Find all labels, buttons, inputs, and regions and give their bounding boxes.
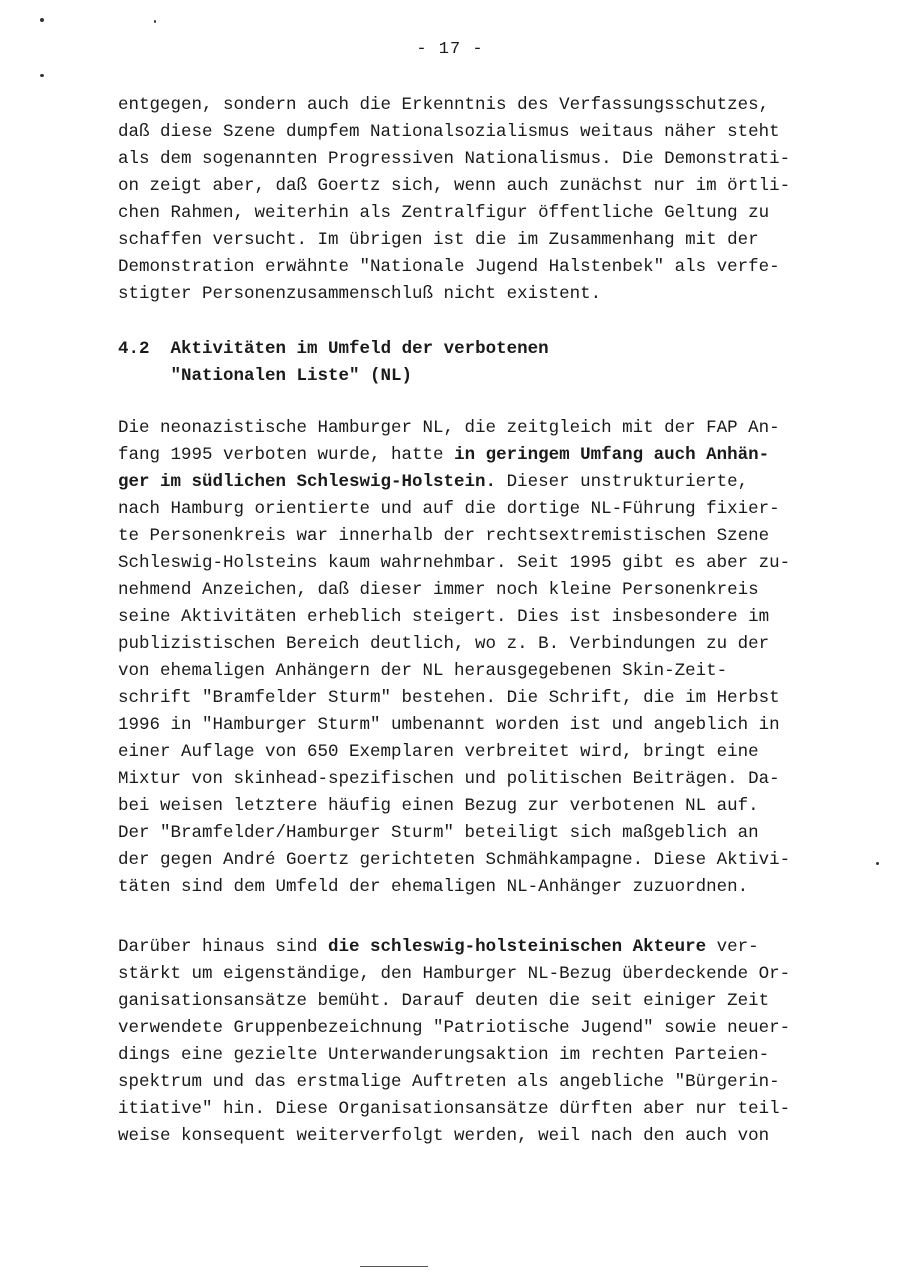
- text-line: te Personenkreis war innerhalb der rechtsextremistischen Szene: [118, 526, 770, 546]
- text-line: 1996 in "Hamburger Sturm" umbenannt worden ist und angeblich in: [118, 715, 780, 735]
- text-line: nehmend Anzeichen, daß dieser immer noch kleine Personenkreis: [118, 580, 759, 600]
- text-line: Der "Bramfelder/Hamburger Sturm" beteiligt sich maßgeblich an: [118, 823, 759, 843]
- text-line: seine Aktivitäten erheblich steigert. Dies ist insbesondere im: [118, 607, 770, 627]
- text-line: nach Hamburg orientierte und auf die dortige NL-Führung fixier-: [118, 499, 780, 519]
- text-line: weise konsequent weiterverfolgt werden, weil nach den auch von: [118, 1126, 770, 1146]
- paragraph-2: [118, 415, 838, 901]
- text-line: chen Rahmen, weiterhin als Zentralfigur öffentliche Geltung zu: [118, 203, 770, 223]
- text-line: verwendete Gruppenbezeichnung "Patriotische Jugend" sowie neuer-: [118, 1018, 791, 1038]
- page-number: - 17 -: [416, 40, 484, 59]
- text-line: daß diese Szene dumpfem Nationalsozialismus weitaus näher steht: [118, 122, 780, 142]
- text-line: itiative" hin. Diese Organisationsansätze dürften aber nur teil-: [118, 1099, 791, 1119]
- text-line: [118, 934, 838, 961]
- text-line: [118, 442, 838, 469]
- text-run: fang 1995 verboten wurde, hatte: [118, 445, 455, 465]
- text-line: Schleswig-Holsteins kaum wahrnehmbar. Seit 1995 gibt es aber zu-: [118, 553, 791, 573]
- text-line: stigter Personenzusammenschluß nicht existent.: [118, 284, 602, 304]
- text-line: Demonstration erwähnte "Nationale Jugend Halstenbek" als verfe-: [118, 257, 780, 277]
- text-run: Darüber hinaus sind: [118, 937, 329, 957]
- scan-speck: [40, 74, 44, 77]
- scan-speck: [876, 862, 879, 865]
- text-line: Die neonazistische Hamburger NL, die zeitgleich mit der FAP An-: [118, 418, 780, 438]
- text-line: dings eine gezielte Unterwanderungsaktion im rechten Parteien-: [118, 1045, 770, 1065]
- text-line: bei weisen letztere häufig einen Bezug zur verbotenen NL auf.: [118, 796, 759, 816]
- bold-run: ger im südlichen Schleswig-Holstein.: [118, 472, 497, 492]
- text-run: Dieser unstrukturierte,: [496, 472, 749, 492]
- text-line: schrift "Bramfelder Sturm" bestehen. Die Schrift, die im Herbst: [118, 688, 780, 708]
- scan-speck: [154, 20, 156, 23]
- heading-title-2: "Nationalen Liste" (NL): [170, 366, 413, 386]
- text-line: publizistischen Bereich deutlich, wo z. B. Verbindungen zu der: [118, 634, 770, 654]
- text-line: entgegen, sondern auch die Erkenntnis des Verfassungsschutzes,: [118, 95, 770, 115]
- bold-run: in geringem Umfang auch Anhän-: [454, 445, 770, 465]
- text-line: spektrum und das erstmalige Auftreten als angebliche "Bürgerin-: [118, 1072, 780, 1092]
- text-line: on zeigt aber, daß Goertz sich, wenn auch zunächst nur im örtli-: [118, 176, 791, 196]
- text-line: als dem sogenannten Progressiven Nationalismus. Die Demonstrati-: [118, 149, 791, 169]
- heading-title-1: Aktivitäten im Umfeld der verbotenen: [170, 339, 549, 359]
- scan-speck: [40, 18, 44, 22]
- paragraph-1: [118, 92, 838, 308]
- section-heading: [118, 336, 838, 390]
- text-line: [118, 469, 838, 496]
- paragraph-3: [118, 934, 838, 1150]
- bold-run: die schleswig-holsteinischen Akteure: [328, 937, 707, 957]
- text-line: einer Auflage von 650 Exemplaren verbreitet wird, bringt eine: [118, 742, 759, 762]
- text-line: von ehemaligen Anhängern der NL herausgegebenen Skin-Zeit-: [118, 661, 728, 681]
- text-line: schaffen versucht. Im übrigen ist die im Zusammenhang mit der: [118, 230, 759, 250]
- heading-line-2: [118, 363, 838, 390]
- text-line: stärkt um eigenständige, den Hamburger NL-Bezug überdeckende Or-: [118, 964, 791, 984]
- text-line: Mixtur von skinhead-spezifischen und politischen Beiträgen. Da-: [118, 769, 780, 789]
- heading-line-1: [118, 336, 838, 363]
- text-line: der gegen André Goertz gerichteten Schmähkampagne. Diese Aktivi-: [118, 850, 791, 870]
- text-line: ganisationsansätze bemüht. Darauf deuten die seit einiger Zeit: [118, 991, 770, 1011]
- section-number: 4.2: [118, 339, 150, 359]
- footer-rule: [360, 1266, 428, 1267]
- text-run: ver-: [706, 937, 759, 957]
- text-line: täten sind dem Umfeld der ehemaligen NL-Anhänger zuzuordnen.: [118, 877, 749, 897]
